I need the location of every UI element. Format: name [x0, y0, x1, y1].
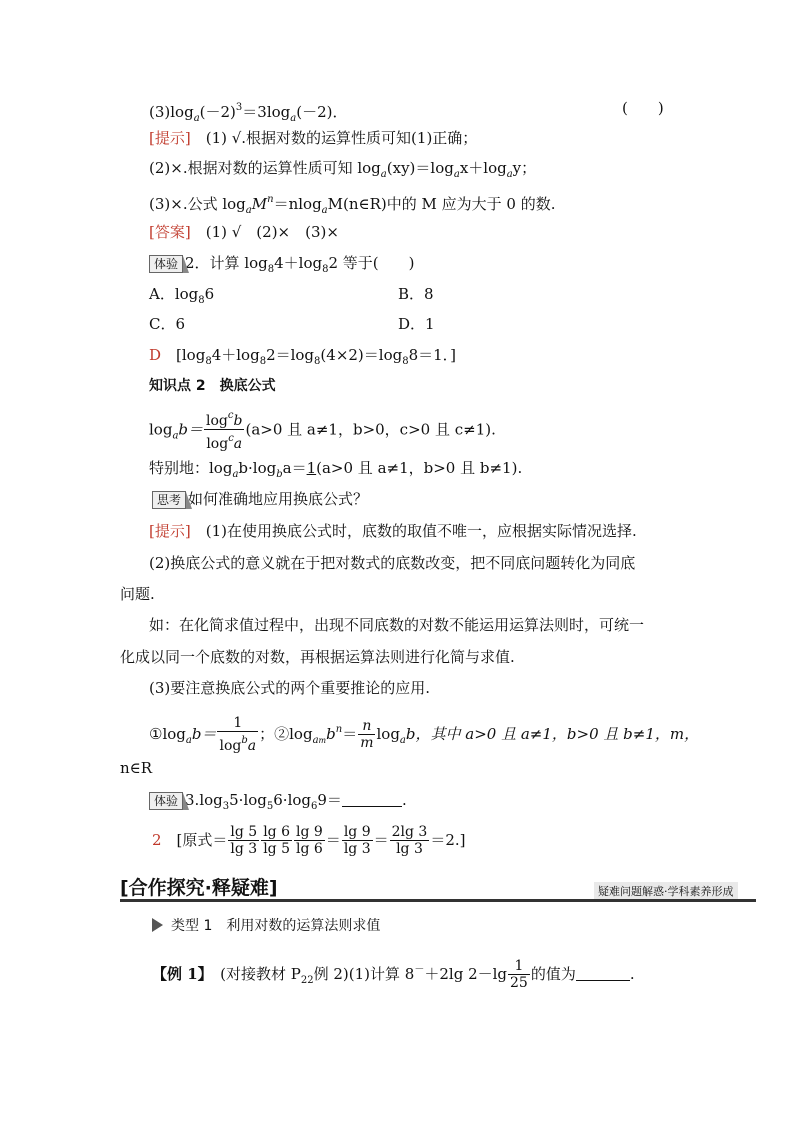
- hint-line-2: (2)×.根据对数的运算性质可知 $\log_a(xy)=\log_ax+\log_ay$；: [149, 159, 537, 180]
- play-triangle-icon: [152, 918, 163, 932]
- type-1-heading: 类型 1 利用对数的运算法则求值: [152, 916, 380, 936]
- special-case: 特别地：$\log_ab\cdot\log_ba=1(a>0$ 且 a≠1，b>0 且 b≠1).: [149, 459, 523, 480]
- option-a: A．$\log_86$: [149, 285, 215, 306]
- judge-item-3: $(3)\log_a(-2)^3=3\log_a(-2)$．: [149, 102, 348, 124]
- experience-tag: 体验: [149, 792, 183, 810]
- experience-3: 体验 $3.\log_35\cdot\log_56\cdot\log_69=$ .: [149, 790, 407, 817]
- example-answer-blank[interactable]: [576, 966, 630, 981]
- answer-blank[interactable]: [342, 792, 402, 807]
- hint-line-3: (3)×.公式 $\log_aM^n=nlog_aM(n\in R)$中的 M 应为大于 0 的数.: [149, 194, 556, 216]
- knowledge-point-2: 知识点 2 换底公式: [149, 378, 276, 394]
- hint-2: [提示] (1)在使用换底公式时，底数的取值不唯一，应根据实际情况选择.: [149, 522, 637, 540]
- para-2a: (2)换底公式的意义就在于把对数式的底数改变，把不同底问题转化为同底: [149, 554, 636, 572]
- para-3b: 化成以同一个底数的对数，再根据运算法则进行化简与求值.: [120, 648, 515, 666]
- solution-3: 2 [原式＝ $\frac{\lg 5}{\lg 3}$ $\frac{\lg 6}{\lg 5}$ $\frac{\lg 9}{\lg 6}$ ＝ $\frac{\lg 9}{\lg 3}$ ＝ $\frac{2\lg 3}{\lg 3}$ ＝2.]: [152, 824, 466, 857]
- hint-1: [提示] (1) √.根据对数的运算性质可知(1)正确；: [149, 129, 478, 147]
- section-divider: [120, 899, 756, 902]
- para-3a: 如：在化简求值过程中，出现不同底数的对数不能运用运算法则时，可统一: [149, 616, 645, 634]
- para-2b: 问题.: [120, 585, 155, 603]
- experience-tag: 体验: [149, 255, 183, 273]
- section-title: [合作探究·释疑难]: [120, 877, 278, 899]
- think-question: 思考 如何准确地应用换底公式？: [152, 489, 368, 509]
- experience-2: 体验 2．计算 $\log_84+\log_82$ 等于( ): [149, 253, 415, 280]
- judge-paren: ( ): [622, 99, 664, 117]
- example-1: 【例 1】 (对接教材 $P_{22}$例 2)(1)计算 8－＋2lg 2－lg $\frac{1}{25}$ 的值为 .: [152, 958, 635, 991]
- formula-fraction: $\frac{\log^cb}{\log^ca}$: [206, 410, 243, 452]
- section-subtitle: 疑难问题解惑·学科素养形成: [594, 882, 738, 900]
- change-of-base-formula: $\log_ab=$ $\frac{\log^cb}{\log^ca}$ (a>0 且 a≠1，b>0，c>0 且 c≠1).: [149, 410, 496, 452]
- think-tag: 思考: [152, 491, 186, 509]
- solution-2: D [$\log_84+\log_82=\log_8(4\times 2)=\log_88=1$．]: [149, 346, 457, 367]
- para-4: (3)要注意换底公式的两个重要推论的应用.: [149, 679, 431, 697]
- option-c: C．6: [149, 315, 186, 333]
- n-in-r: n∈R: [120, 759, 153, 777]
- corollary-fraction-1: $\frac{1}{\log^ba}$: [219, 715, 257, 754]
- answer-line: [答案] (1) √ (2)× (3)×: [149, 223, 339, 241]
- option-b: B．8: [398, 285, 434, 303]
- corollary-fraction-2: $\frac{n}{m}$: [360, 718, 374, 751]
- option-d: D．1: [398, 315, 435, 333]
- corollaries: $①\log_ab=$ $\frac{1}{\log^ba}$ ；$②\log_{am}b^n=$ $\frac{n}{m}$ $\log_ab$，其中 a>0 且 a≠1，b>0 且 b≠1，m，: [149, 715, 700, 754]
